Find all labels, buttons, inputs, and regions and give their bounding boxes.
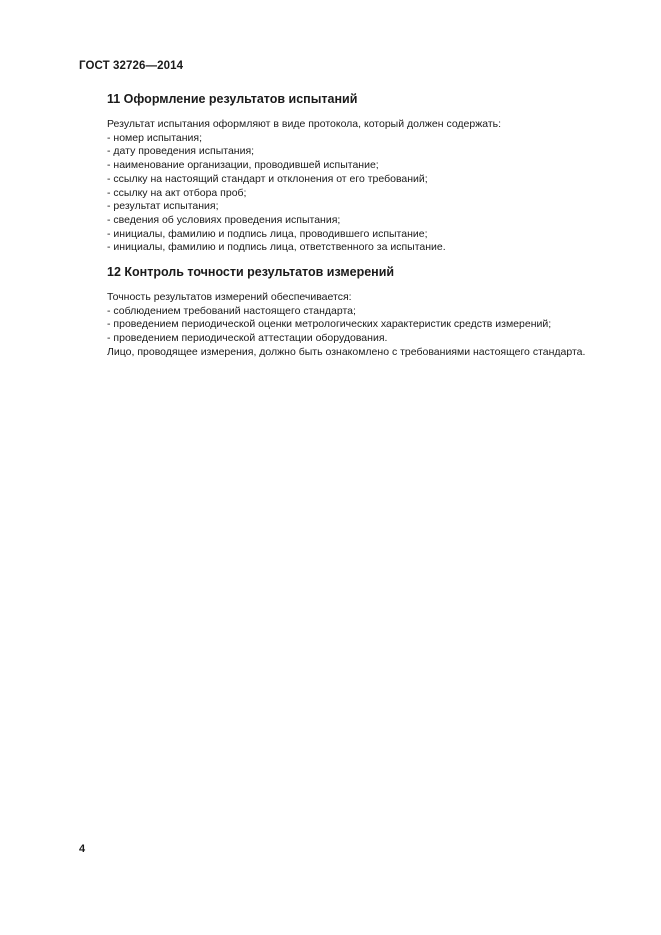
document-header: ГОСТ 32726—2014 bbox=[79, 60, 184, 72]
section-11-list bbox=[107, 132, 637, 255]
section-12 bbox=[107, 265, 637, 360]
list-item: - соблюдением требований настоящего стандарта; bbox=[107, 304, 356, 317]
page-number: 4 bbox=[79, 843, 86, 855]
list-item: - сведения об условиях проведения испытания; bbox=[107, 213, 341, 226]
section-12-closing: Лицо, проводящее измерения, должно быть ознакомлено с требованиями настоящего стандарта. bbox=[107, 345, 586, 358]
list-item: - инициалы, фамилию и подпись лица, ответственного за испытание. bbox=[107, 241, 446, 254]
section-11 bbox=[107, 92, 637, 255]
section-11-title: 11 Оформление результатов испытаний bbox=[107, 92, 358, 106]
list-item: - ссылку на акт отбора проб; bbox=[107, 186, 247, 199]
section-12-list bbox=[107, 305, 637, 346]
list-item: - результат испытания; bbox=[107, 200, 219, 213]
list-item: - ссылку на настоящий стандарт и отклонения от его требований; bbox=[107, 172, 428, 185]
list-item: - инициалы, фамилию и подпись лица, проводившего испытание; bbox=[107, 227, 428, 240]
section-11-intro: Результат испытания оформляют в виде протокола, который должен содержать: bbox=[107, 118, 502, 130]
list-item: - проведением периодической аттестации оборудования. bbox=[107, 332, 388, 345]
list-item: - дату проведения испытания; bbox=[107, 145, 255, 158]
list-item: - номер испытания; bbox=[107, 131, 203, 144]
list-item: - проведением периодической оценки метрологических характеристик средств измерений; bbox=[107, 318, 552, 331]
section-12-intro: Точность результатов измерений обеспечивается: bbox=[107, 291, 352, 303]
section-12-title: 12 Контроль точности результатов измерений bbox=[107, 265, 395, 279]
list-item: - наименование организации, проводившей испытание; bbox=[107, 159, 379, 172]
